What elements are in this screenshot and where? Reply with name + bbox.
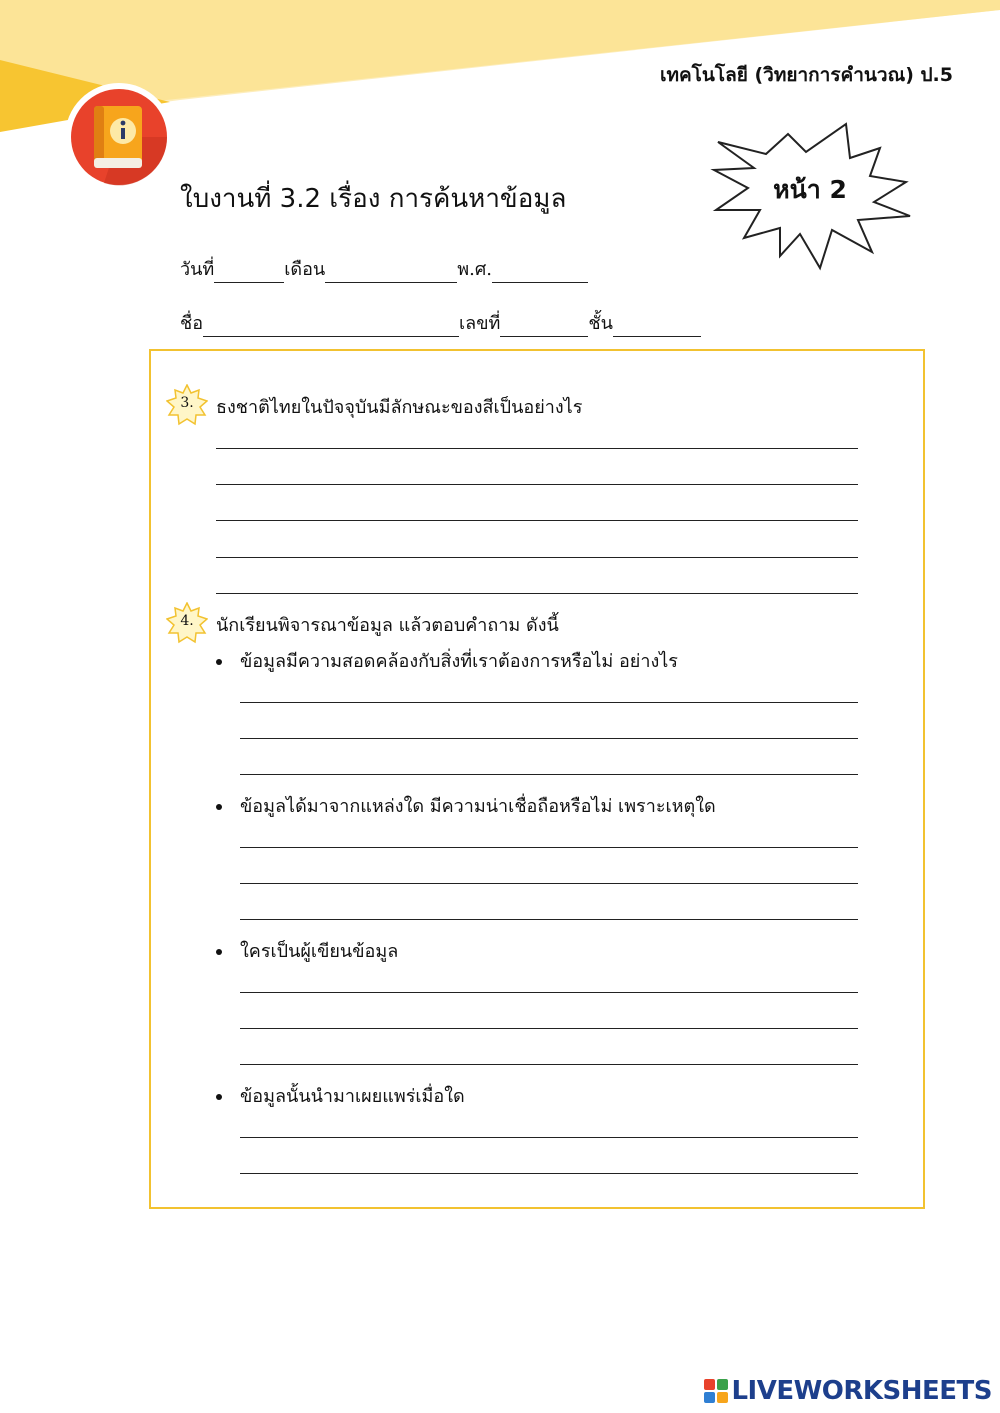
answer-line[interactable] [216, 557, 858, 558]
answer-line[interactable] [240, 1137, 858, 1138]
question-text: นักเรียนพิจารณาข้อมูล แล้วตอบคำถาม ดังนี้ [216, 615, 559, 636]
name-label: ชื่อ [180, 313, 204, 334]
answer-line[interactable] [216, 484, 858, 485]
month-blank[interactable] [325, 262, 457, 283]
day-blank[interactable] [214, 262, 284, 283]
sub-question-text: ข้อมูลได้มาจากแหล่งใด มีความน่าเชื่อถือหรือไม่ เพราะเหตุใด [240, 796, 716, 817]
watermark-text: LIVEWORKSHEETS [731, 1376, 992, 1406]
year-label: พ.ศ. [457, 259, 492, 280]
class-blank[interactable] [613, 316, 701, 337]
number-blank[interactable] [500, 316, 588, 337]
class-label: ชั้น [588, 313, 613, 334]
page-number-label: หน้า 2 [773, 175, 847, 204]
answer-line[interactable] [240, 774, 858, 775]
answer-line[interactable] [240, 919, 858, 920]
answer-line[interactable] [240, 738, 858, 739]
sub-question-text: ข้อมูลมีความสอดคล้องกับสิ่งที่เราต้องการหรือไม่ อย่างไร [240, 651, 678, 672]
question-box [149, 349, 925, 1209]
liveworksheets-watermark [704, 1376, 992, 1406]
answer-line[interactable] [240, 883, 858, 884]
question-number-badge [166, 602, 208, 644]
name-row [180, 308, 701, 337]
year-blank[interactable] [492, 262, 588, 283]
answer-line[interactable] [240, 1028, 858, 1029]
answer-line[interactable] [216, 593, 858, 594]
month-label: เดือน [284, 259, 326, 280]
date-row [180, 254, 588, 283]
answer-line[interactable] [240, 702, 858, 703]
question-number: 4. [180, 613, 194, 629]
worksheet-title: ใบงานที่ 3.2 เรื่อง การค้นหาข้อมูล [180, 184, 567, 214]
bullet-icon [216, 949, 222, 955]
info-book-icon [64, 82, 174, 192]
answer-line[interactable] [240, 992, 858, 993]
answer-line[interactable] [240, 1173, 858, 1174]
sub-question-text: ใครเป็นผู้เขียนข้อมูล [240, 941, 399, 962]
question-number: 3. [180, 395, 194, 411]
question-text: ธงชาติไทยในปัจจุบันมีลักษณะของสีเป็นอย่างไร [216, 397, 583, 418]
name-blank[interactable] [203, 316, 459, 337]
liveworksheets-logo-icon [704, 1379, 728, 1403]
answer-line[interactable] [216, 448, 858, 449]
question-number-badge [166, 384, 208, 426]
bullet-icon [216, 804, 222, 810]
number-label: เลขที่ [459, 313, 501, 334]
answer-line[interactable] [240, 847, 858, 848]
answer-line[interactable] [216, 520, 858, 521]
day-label: วันที่ [180, 259, 215, 280]
bullet-icon [216, 659, 222, 665]
subject-header: เทคโนโลยี (วิทยาการคำนวณ) ป.5 [659, 64, 953, 86]
sub-question-text: ข้อมูลนั้นนำมาเผยแพร่เมื่อใด [240, 1086, 465, 1107]
answer-line[interactable] [240, 1064, 858, 1065]
bullet-icon [216, 1094, 222, 1100]
